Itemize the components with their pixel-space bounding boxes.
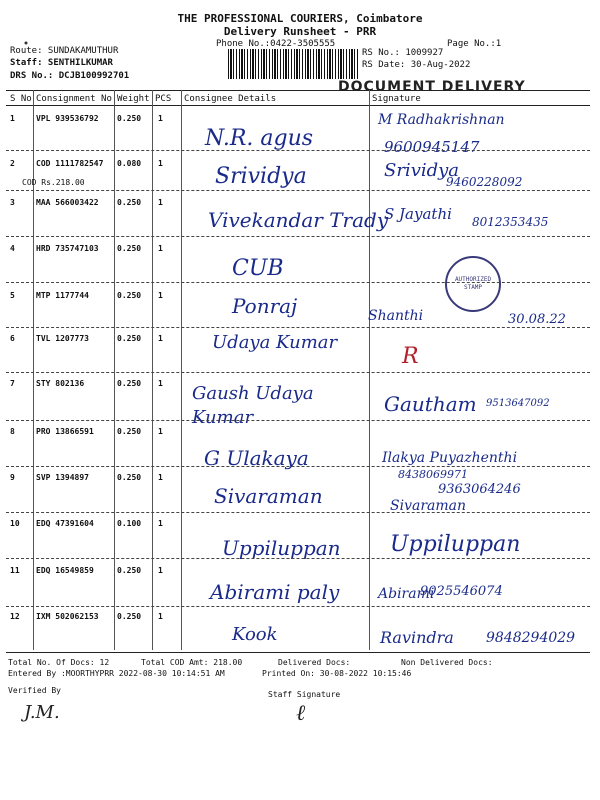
- handwritten-phone: 9363064246: [438, 482, 521, 497]
- row-weight: 0.250: [117, 291, 142, 300]
- printed-on: Printed On: 30-08-2022 10:15:46: [262, 669, 412, 678]
- total-docs: Total No. Of Docs: 12: [8, 658, 110, 667]
- row-consignment: VPL 939536792: [36, 114, 99, 123]
- handwritten-consignee: Srividya: [215, 164, 307, 189]
- row-sno: 7: [10, 379, 15, 388]
- handwritten-signature: Uppiluppan: [390, 532, 521, 557]
- row-consignment: PRO 13866591: [36, 427, 94, 436]
- handwritten-signature: Abirami: [378, 586, 435, 602]
- row-pcs: 1: [158, 198, 163, 207]
- row-sno: 1: [10, 114, 15, 123]
- row-pcs: 1: [158, 427, 163, 436]
- row-weight: 0.100: [117, 519, 142, 528]
- row-weight: 0.250: [117, 427, 142, 436]
- document-delivery-stamp-heading: DOCUMENT DELIVERY: [338, 79, 526, 95]
- row-pcs: 1: [158, 244, 163, 253]
- col-weight: Weight: [117, 94, 150, 104]
- footer-rule: [6, 652, 590, 653]
- row-consignment: SVP 1394897: [36, 473, 89, 482]
- col-sno: S No: [10, 94, 32, 104]
- row-consignment: MAA 566003422: [36, 198, 99, 207]
- header-rule: [6, 90, 590, 91]
- handwritten-consignee: Kook: [232, 624, 278, 645]
- handwritten-consignee: Ponraj: [232, 294, 298, 318]
- handwritten-signature: M Radhakrishnan: [378, 112, 505, 128]
- handwritten-phone: 8438069971: [398, 468, 468, 481]
- verified-by: Verified By: [8, 686, 61, 695]
- col-pcs: PCS: [155, 94, 172, 104]
- row-weight: 0.250: [117, 114, 142, 123]
- row-sno: 12: [10, 612, 20, 621]
- staff-signature: Staff Signature: [268, 690, 341, 699]
- row-weight: 0.250: [117, 244, 142, 253]
- handwritten-consignee: CUB: [232, 256, 284, 281]
- row-pcs: 1: [158, 114, 163, 123]
- handwritten-signature: Sivaraman: [390, 498, 467, 514]
- row-weight: 0.250: [117, 198, 142, 207]
- row-pcs: 1: [158, 519, 163, 528]
- handwritten-consignee: Vivekandar Trady: [208, 208, 389, 232]
- verified-initials: J.M.: [24, 702, 60, 723]
- delivered-docs: Delivered Docs:: [278, 658, 351, 667]
- row-sno: 3: [10, 198, 15, 207]
- company-name: THE PROFESSIONAL COURIERS, Coimbatore: [177, 12, 423, 25]
- row-consignment: EDQ 47391604: [36, 519, 94, 528]
- row-pcs: 1: [158, 612, 163, 621]
- row-consignment: EDQ 16549859: [36, 566, 94, 575]
- row-consignment: MTP 1177744: [36, 291, 89, 300]
- handwritten-consignee: N.R. agus: [205, 126, 314, 151]
- handwritten-signature: Ravindra: [380, 628, 454, 647]
- barcode: [228, 49, 360, 79]
- handwritten-signature: Shanthi: [368, 308, 424, 324]
- row-weight: 0.250: [117, 334, 142, 343]
- handwritten-phone: 9025546074: [420, 584, 503, 599]
- handwritten-consignee: Sivaraman: [214, 484, 323, 508]
- handwritten-consignee: Gaush Udaya Kumar: [192, 383, 314, 428]
- drs-number: DRS No.: DCJB100992701: [10, 71, 130, 81]
- entered-by: Entered By :MOORTHYPRR 2022-08-30 10:14:51 AM: [8, 669, 225, 678]
- handwritten-phone: 9513647092: [486, 398, 550, 409]
- row-weight: 0.250: [117, 566, 142, 575]
- row-sno: 2: [10, 159, 15, 168]
- row-weight: 0.080: [117, 159, 142, 168]
- staff-signature-mark: ℓ: [296, 701, 306, 726]
- row-consignment: HRD 735747103: [36, 244, 99, 253]
- row-pcs: 1: [158, 159, 163, 168]
- col-signature: Signature: [372, 94, 421, 104]
- row-sno: 5: [10, 291, 15, 300]
- col-consignment: Consignment No: [36, 94, 112, 104]
- staff: Staff: SENTHILKUMAR: [10, 58, 113, 68]
- row-consignment: TVL 1207773: [36, 334, 89, 343]
- col-divider: [152, 90, 153, 650]
- row-pcs: 1: [158, 334, 163, 343]
- row-sno: 8: [10, 427, 15, 436]
- col-divider: [369, 90, 370, 650]
- row-sno: 9: [10, 473, 15, 482]
- page-number: Page No.:1: [447, 39, 502, 49]
- delivery-stamp: AUTHORIZED STAMP: [445, 256, 501, 312]
- row-consignment: IXM 502062153: [36, 612, 99, 621]
- row-weight: 0.250: [117, 379, 142, 388]
- row-pcs: 1: [158, 379, 163, 388]
- rs-date: RS Date: 30-Aug-2022: [362, 60, 471, 70]
- handwritten-consignee: G Ulakaya: [204, 446, 309, 470]
- handwritten-phone: 9460228092: [446, 175, 523, 189]
- handwritten-date: 30.08.22: [508, 312, 566, 327]
- row-consignment: STY 802136: [36, 379, 85, 388]
- col-divider: [181, 90, 182, 650]
- handwritten-signature: Srividya: [384, 160, 460, 181]
- document-title: Delivery Runsheet - PRR: [223, 25, 377, 38]
- row-sno: 6: [10, 334, 15, 343]
- non-delivered-docs: Non Delivered Docs:: [401, 658, 493, 667]
- row-weight: 0.250: [117, 612, 142, 621]
- row-pcs: 1: [158, 566, 163, 575]
- row-sno: 4: [10, 244, 15, 253]
- row-sno: 11: [10, 566, 20, 575]
- phone-number: Phone No.:0422-3505555: [216, 39, 336, 49]
- row-sno: 10: [10, 519, 20, 528]
- handwritten-consignee: Abirami paly: [210, 580, 340, 604]
- total-cod: Total COD Amt: 218.00: [141, 658, 243, 667]
- header-bottom-rule: [6, 105, 590, 106]
- route: Route: SUNDAKAMUTHUR: [10, 46, 119, 56]
- row-consignment: COD 1111782547: [36, 159, 104, 168]
- col-consignee: Consignee Details: [184, 94, 277, 104]
- col-divider: [33, 90, 34, 650]
- handwritten-signature: R: [402, 344, 419, 369]
- col-divider: [114, 90, 115, 650]
- row-pcs: 1: [158, 473, 163, 482]
- row-cod-note: COD Rs.218.00: [22, 178, 85, 187]
- handwritten-phone: 9848294029: [486, 630, 576, 646]
- row-weight: 0.250: [117, 473, 142, 482]
- row-pcs: 1: [158, 291, 163, 300]
- handwritten-phone: 8012353435: [472, 215, 549, 229]
- handwritten-signature: Gautham: [384, 392, 477, 416]
- handwritten-consignee: Udaya Kumar: [212, 332, 338, 353]
- handwritten-consignee: Uppiluppan: [222, 536, 341, 560]
- handwritten-phone: 9600945147: [384, 138, 480, 156]
- rs-number: RS No.: 1009927: [362, 48, 444, 58]
- handwritten-signature: S Jayathi: [384, 205, 452, 223]
- handwritten-signature: Ilakya Puyazhenthi: [382, 450, 518, 466]
- courier-logo-icon: [22, 32, 30, 40]
